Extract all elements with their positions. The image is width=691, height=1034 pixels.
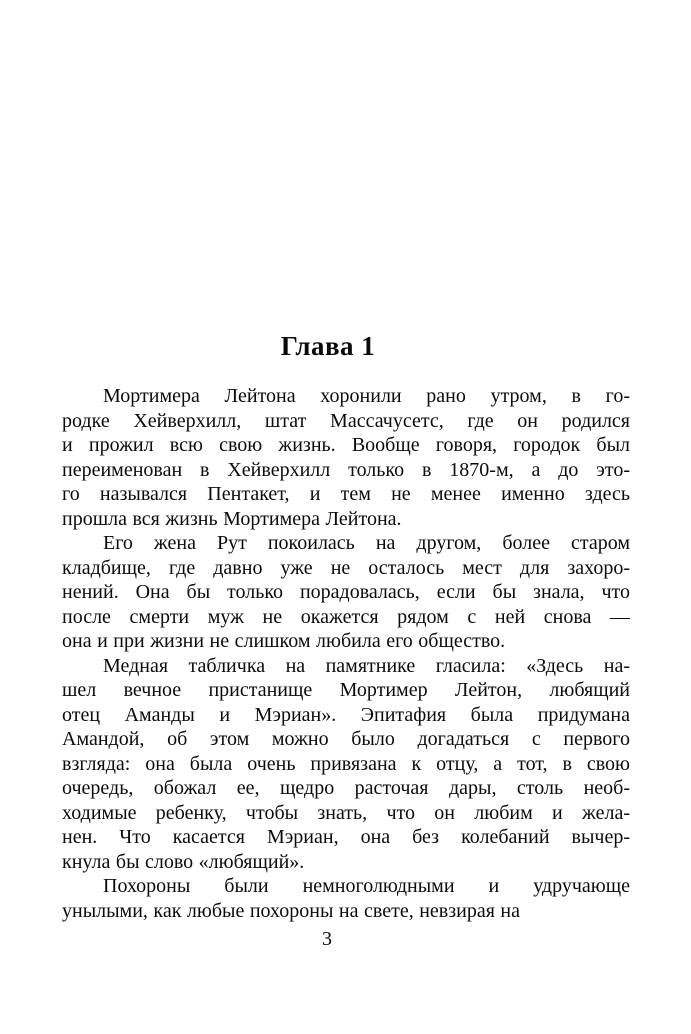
- text-line: кнула бы слово «любящий».: [62, 850, 305, 873]
- body-text: [62, 384, 630, 923]
- chapter-heading: Глава 1: [280, 331, 376, 361]
- text-line: шел вечное пристанище Мортимер Лейтон, любящий: [62, 679, 630, 701]
- paragraph: [62, 531, 630, 654]
- text-line: взгляда: она была очень привязана к отцу, а тот, в свою: [62, 752, 630, 775]
- text-line: родке Хейверхилл, штат Массачусетс, где он родился: [62, 409, 630, 432]
- text-line: Медная табличка на памятнике гласила: «Здесь на-: [103, 654, 630, 677]
- text-line: отец Аманды и Мэриан». Эпитафия была придумана: [62, 703, 630, 726]
- text-line: прошла вся жизнь Мортимера Лейтона.: [62, 507, 402, 530]
- text-line: унылыми, как любые похороны на свете, невзирая на: [62, 899, 520, 922]
- text-line: переименован в Хейверхилл только в 1870-м, а до это-: [62, 458, 630, 481]
- text-line: ходимые ребенку, чтобы знать, что он любим и жела-: [62, 801, 630, 824]
- text-line: Амандой, об этом можно было догадаться с первого: [62, 728, 630, 750]
- paragraph: [62, 874, 630, 923]
- page-number: 3: [322, 928, 332, 950]
- text-line: Его жена Рут покоилась на другом, более старом: [103, 532, 630, 554]
- text-line: Похороны были немноголюдными и удручающе: [103, 875, 630, 897]
- text-line: го назывался Пентакет, и тем не менее именно здесь: [62, 483, 630, 505]
- paragraph: [62, 384, 630, 531]
- paragraph: [62, 654, 630, 875]
- text-line: после смерти муж не окажется рядом с ней снова —: [62, 605, 630, 628]
- text-line: кладбище, где давно уже не осталось мест для захоро-: [62, 556, 630, 579]
- text-line: очередь, обожал ее, щедро расточая дары, столь необ-: [62, 777, 630, 799]
- text-line: Мортимера Лейтона хоронили рано утром, в го-: [103, 385, 630, 407]
- text-line: нений. Она бы только порадовалась, если бы знала, что: [62, 581, 630, 603]
- text-line: и прожил всю свою жизнь. Вообще говоря, городок был: [62, 434, 630, 456]
- text-line: она и при жизни не слишком любила его общество.: [62, 630, 506, 652]
- text-line: нен. Что касается Мэриан, она без колебаний вычер-: [62, 826, 630, 848]
